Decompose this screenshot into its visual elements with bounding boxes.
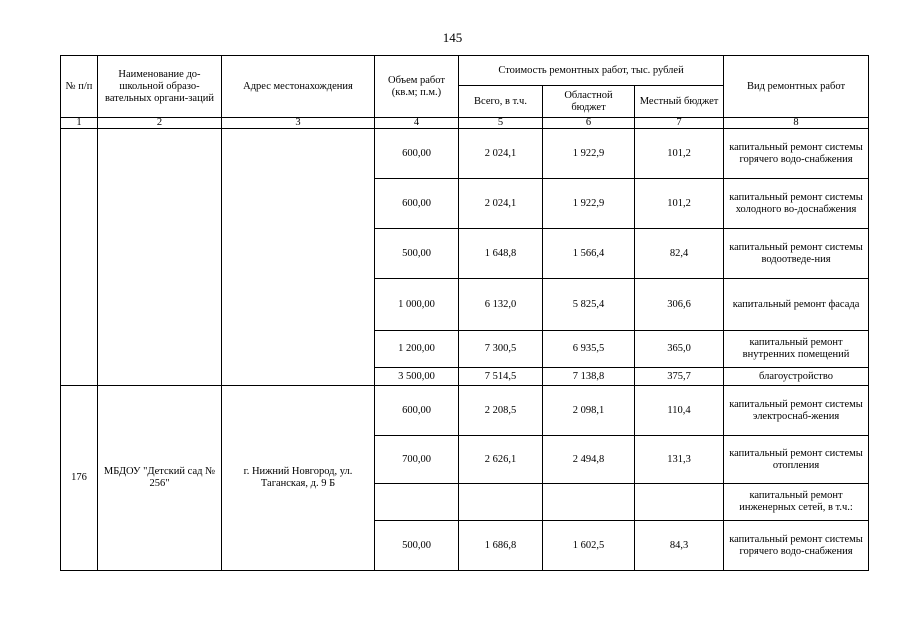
col-number: 7 (635, 118, 724, 129)
local-cell: 375,7 (635, 368, 724, 386)
work-type-cell: капитальный ремонт системы отопления (724, 436, 869, 484)
header-row-1 (61, 56, 869, 86)
regional-cell: 2 494,8 (543, 436, 635, 484)
volume-cell: 3 500,00 (375, 368, 459, 386)
volume-cell: 500,00 (375, 229, 459, 279)
header-work-type: Вид ремонтных работ (724, 56, 869, 118)
work-type-cell: капитальный ремонт системы электроснаб-жения (724, 386, 869, 436)
total-cell: 2 024,1 (459, 179, 543, 229)
col-number: 4 (375, 118, 459, 129)
local-cell: 84,3 (635, 521, 724, 571)
org-address (222, 129, 375, 386)
local-cell: 306,6 (635, 279, 724, 331)
col-number: 2 (98, 118, 222, 129)
total-cell: 6 132,0 (459, 279, 543, 331)
local-cell: 365,0 (635, 331, 724, 368)
regional-cell: 2 098,1 (543, 386, 635, 436)
header-cost-group: Стоимость ремонтных работ, тыс. рублей (459, 56, 724, 86)
header-regional: Областной бюджет (543, 86, 635, 118)
regional-cell: 1 922,9 (543, 129, 635, 179)
header-name: Наименование до-школьной образо-вательных органи-заций (98, 56, 222, 118)
col-number: 6 (543, 118, 635, 129)
header-local: Местный бюджет (635, 86, 724, 118)
local-cell: 131,3 (635, 436, 724, 484)
col-number: 3 (222, 118, 375, 129)
repair-works-table (60, 55, 869, 571)
total-cell: 2 208,5 (459, 386, 543, 436)
total-cell: 2 626,1 (459, 436, 543, 484)
org-address: г. Нижний Новгород, ул. Таганская, д. 9 Б (222, 386, 375, 571)
header-num: № п/п (61, 56, 98, 118)
page-number: 145 (442, 30, 463, 45)
regional-cell: 1 602,5 (543, 521, 635, 571)
col-number: 1 (61, 118, 98, 129)
org-name (98, 129, 222, 386)
volume-cell: 700,00 (375, 436, 459, 484)
work-type-cell: капитальный ремонт системы горячего водо-снабжения (724, 129, 869, 179)
regional-cell: 7 138,8 (543, 368, 635, 386)
table-row (61, 129, 869, 179)
regional-cell: 1 566,4 (543, 229, 635, 279)
total-cell (459, 484, 543, 521)
volume-cell (375, 484, 459, 521)
total-cell: 2 024,1 (459, 129, 543, 179)
col-number: 8 (724, 118, 869, 129)
work-type-cell: капитальный ремонт системы горячего водо-снабжения (724, 521, 869, 571)
header-total: Всего, в т.ч. (459, 86, 543, 118)
volume-cell: 1 200,00 (375, 331, 459, 368)
volume-cell: 600,00 (375, 386, 459, 436)
work-type-cell: капитальный ремонт системы водоотведе-ния (724, 229, 869, 279)
regional-cell (543, 484, 635, 521)
volume-cell: 600,00 (375, 129, 459, 179)
volume-cell: 1 000,00 (375, 279, 459, 331)
local-cell (635, 484, 724, 521)
table-row (61, 386, 869, 436)
column-number-row (61, 118, 869, 129)
work-type-cell: капитальный ремонт фасада (724, 279, 869, 331)
org-name: МБДОУ "Детский сад № 256" (98, 386, 222, 571)
total-cell: 7 514,5 (459, 368, 543, 386)
header-address: Адрес местонахождения (222, 56, 375, 118)
local-cell: 101,2 (635, 179, 724, 229)
volume-cell: 600,00 (375, 179, 459, 229)
row-num: 176 (61, 386, 98, 571)
total-cell: 7 300,5 (459, 331, 543, 368)
col-number: 5 (459, 118, 543, 129)
total-cell: 1 686,8 (459, 521, 543, 571)
local-cell: 110,4 (635, 386, 724, 436)
regional-cell: 6 935,5 (543, 331, 635, 368)
local-cell: 101,2 (635, 129, 724, 179)
work-type-cell: благоустройство (724, 368, 869, 386)
header-volume: Объем работ (кв.м; п.м.) (375, 56, 459, 118)
local-cell: 82,4 (635, 229, 724, 279)
regional-cell: 1 922,9 (543, 179, 635, 229)
regional-cell: 5 825,4 (543, 279, 635, 331)
row-num (61, 129, 98, 386)
work-type-cell: капитальный ремонт инженерных сетей, в т.ч.: (724, 484, 869, 521)
work-type-cell: капитальный ремонт системы холодного во-доснабжения (724, 179, 869, 229)
work-type-cell: капитальный ремонт внутренних помещений (724, 331, 869, 368)
volume-cell: 500,00 (375, 521, 459, 571)
total-cell: 1 648,8 (459, 229, 543, 279)
